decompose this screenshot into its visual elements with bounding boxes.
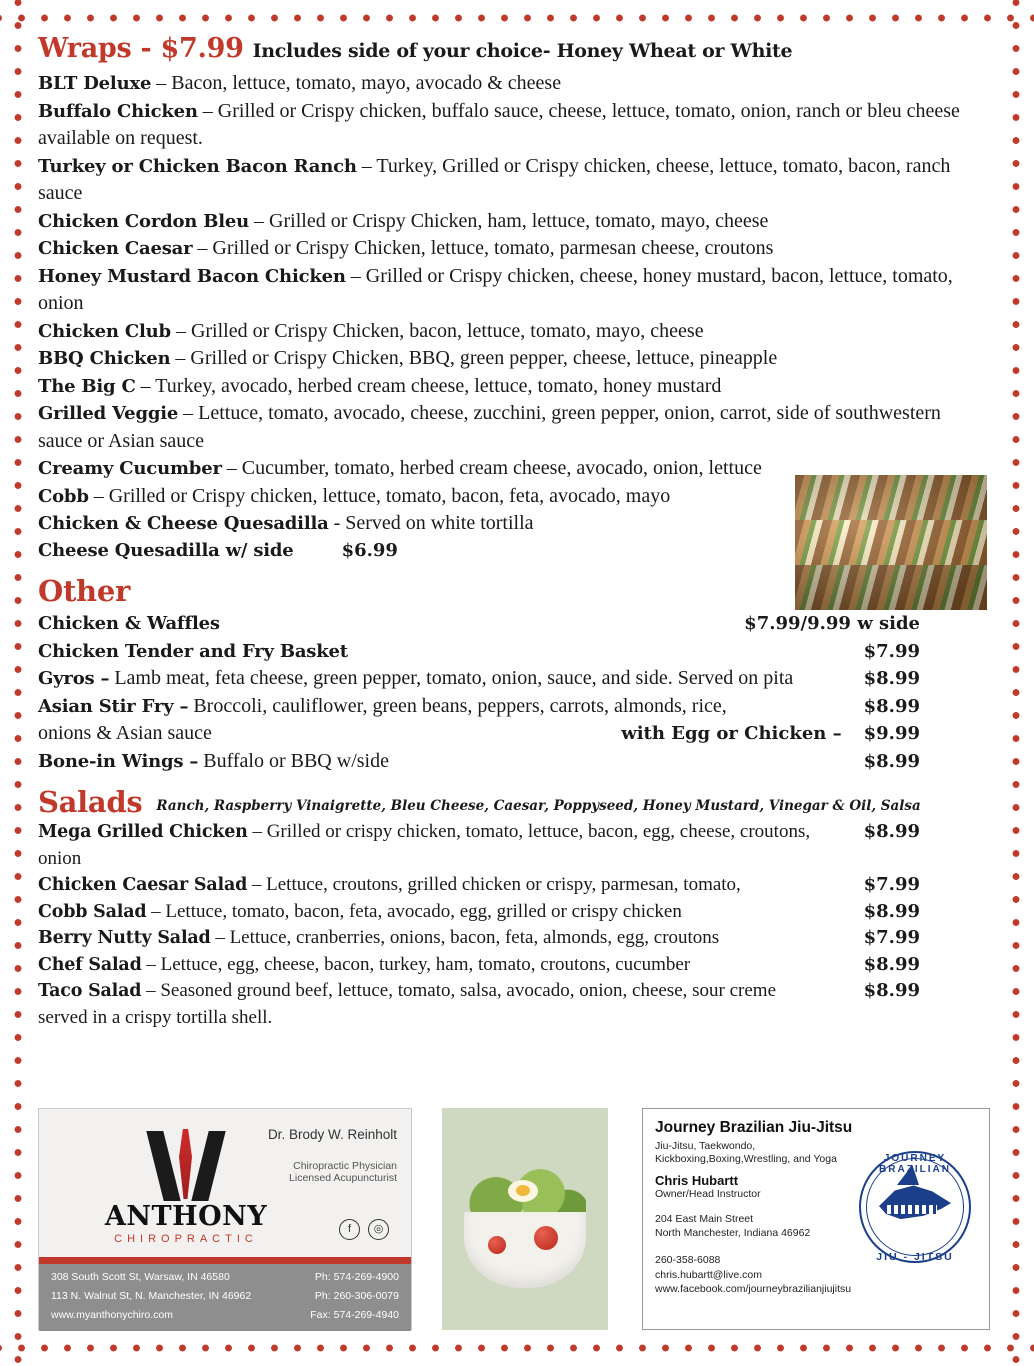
jj-phone[interactable]: 260-358-6088 [655, 1254, 721, 1266]
accent-bar [39, 1257, 411, 1264]
page-border-left [12, 0, 24, 1366]
item-desc: – Grilled or Crispy Chicken, ham, lettuce, tomato, mayo, cheese [249, 209, 769, 232]
item-name: Chicken Caesar [38, 238, 193, 259]
jj-disciplines-2: Kickboxing,Boxing,Wrestling, and Yoga [655, 1153, 837, 1165]
menu-item [38, 638, 920, 666]
shark-teeth-icon [887, 1205, 937, 1214]
item-desc-continued: served in a crispy tortilla shell. [38, 1006, 273, 1028]
menu-item [38, 373, 986, 401]
taco-salad-second-line [38, 1005, 986, 1032]
page-border-right [1010, 0, 1022, 1366]
item-desc: - Served on white tortilla [328, 512, 534, 534]
menu-item-cheese-quesadilla [38, 538, 798, 565]
item-desc: – Grilled or Crispy Chicken, bacon, lettuce, tomato, mayo, cheese [170, 319, 704, 342]
doctor-credential-2: Licensed Acupuncturist [289, 1172, 397, 1184]
item-name: Creamy Cucumber [38, 458, 222, 479]
item-name: Chef Salad [38, 954, 142, 975]
ad-anthony-chiropractic[interactable] [38, 1108, 412, 1330]
item-name: Chicken Tender and Fry Basket [38, 640, 348, 662]
menu-item [38, 263, 986, 318]
logo-top-text: JOURNEY BRAZILIAN [879, 1153, 951, 1175]
jj-email[interactable]: chris.hubartt@live.com [655, 1268, 762, 1281]
item-desc-continued: onions & Asian sauce [38, 722, 212, 744]
jj-owner-name: Chris Hubartt [655, 1173, 739, 1188]
item-name: Cobb Salad [38, 901, 147, 922]
item-name: Bone-in Wings – [38, 750, 199, 772]
item-price: $8.99 [863, 980, 920, 1001]
wraps-title: Wraps - [38, 33, 161, 64]
addon-price: $9.99 [863, 723, 920, 744]
ad-journey-brazilian-jiujitsu[interactable] [642, 1108, 990, 1330]
item-desc: – Grilled or Crispy Chicken, lettuce, tomato, parmesan cheese, croutons [192, 237, 774, 259]
item-desc: – Lettuce, tomato, bacon, feta, avocado, egg, grilled or crispy chicken [146, 900, 682, 922]
menu-item [38, 400, 986, 455]
item-name: Cheese Quesadilla w/ side [38, 539, 294, 561]
anthony-phone-1: Ph: 574-269-4900 [314, 1271, 399, 1283]
item-desc: – Grilled or Crispy chicken, lettuce, tomato, bacon, feta, avocado, mayo [88, 484, 671, 507]
page-border-top [0, 12, 1034, 24]
item-desc: – Lettuce, tomato, avocado, cheese, zucchini, green pepper, onion, carrot, side of southwestern sauce or Asian sauce [38, 402, 941, 452]
jj-facebook-url[interactable]: www.facebook.com/journeybrazilianjiujitsu [655, 1283, 852, 1295]
item-desc: – Seasoned ground beef, lettuce, tomato, salsa, avocado, onion, cheese, sour creme [141, 980, 777, 1001]
item-name: Asian Stir Fry – [38, 695, 189, 717]
anthony-phone-2: Ph: 260-306-0079 [314, 1290, 399, 1302]
item-name: Taco Salad [38, 981, 142, 1001]
item-desc: – Lettuce, egg, cheese, bacon, turkey, ham, tomato, croutons, cucumber [141, 953, 691, 975]
addon-label: with Egg or Chicken – [621, 723, 842, 744]
advertisement-row [38, 1108, 990, 1333]
jj-address-line-2: North Manchester, Indiana 46962 [655, 1227, 811, 1239]
doctor-name: Dr. Brody W. Reinholt [267, 1127, 397, 1142]
shark-logo [851, 1143, 979, 1271]
anthony-tagline: CHIROPRACTIC [114, 1233, 258, 1245]
item-desc: – Lettuce, cranberries, onions, bacon, feta, almonds, egg, croutons [210, 927, 720, 948]
menu-item [38, 98, 986, 153]
other-section-heading: Other [38, 574, 130, 608]
menu-item [38, 235, 986, 263]
item-name: BBQ Chicken [38, 348, 171, 369]
menu-item [38, 952, 920, 979]
item-name: Berry Nutty Salad [38, 928, 211, 948]
item-name: Buffalo Chicken [38, 100, 198, 122]
item-desc: – Grilled or Crispy chicken, buffalo sauce, cheese, lettuce, tomato, onion, ranch or bleu cheese available on request. [38, 99, 960, 149]
jj-title: Journey Brazilian Jiu-Jitsu [655, 1119, 853, 1136]
menu-item [38, 70, 986, 98]
item-name: Chicken Club [38, 320, 171, 342]
anthony-address-1: 308 South Scott St, Warsaw, IN 46580 [51, 1271, 230, 1283]
wrap-sandwich-photo [795, 475, 987, 610]
item-price: $8.99 [863, 953, 920, 975]
menu-item [38, 819, 920, 872]
menu-item [38, 748, 920, 776]
item-name: Cobb [38, 485, 89, 507]
item-desc: – Turkey, avocado, herbed cream cheese, lettuce, tomato, honey mustard [135, 374, 722, 397]
item-desc: – Bacon, lettuce, tomato, mayo, avocado & cheese [151, 72, 562, 94]
spine-icon [143, 1127, 229, 1201]
salad-photo [442, 1108, 608, 1330]
logo-bottom-text: JIU - JITSU [876, 1251, 954, 1263]
item-price: $7.99/9.99 w side [744, 613, 920, 634]
item-desc: – Grilled or Crispy Chicken, BBQ, green pepper, cheese, lettuce, pineapple [170, 347, 778, 369]
item-name: Chicken & Cheese Quesadilla [38, 513, 329, 534]
item-price: $8.99 [863, 821, 920, 842]
menu-item [38, 978, 920, 1005]
jj-address-line-1: 204 East Main Street [655, 1213, 754, 1225]
wraps-subtitle: Includes side of your choice- Honey Wheat or White [252, 40, 793, 62]
wraps-section-heading [38, 34, 986, 66]
item-desc: – Turkey, Grilled or Crispy chicken, cheese, lettuce, tomato, bacon, ranch sauce [38, 154, 951, 204]
item-name: Grilled Veggie [38, 403, 179, 424]
item-price: $6.99 [341, 539, 398, 561]
item-desc: – Lettuce, croutons, grilled chicken or crispy, parmesan, tomato, [247, 874, 741, 895]
instagram-icon[interactable]: ◎ [368, 1219, 389, 1240]
item-name: Chicken Caesar Salad [38, 875, 248, 895]
anthony-fax: Fax: 574-269-4940 [310, 1309, 399, 1321]
anthony-brand-name: ANTHONY [104, 1201, 268, 1232]
menu-item [38, 899, 920, 926]
menu-item [38, 455, 798, 483]
item-price: $8.99 [863, 750, 920, 772]
menu-item [38, 483, 798, 511]
menu-item [38, 318, 986, 346]
other-item-list [38, 610, 986, 775]
anthony-address-2: 113 N. Walnut St, N. Manchester, IN 46962 [51, 1290, 252, 1302]
anthony-contact-block [39, 1264, 411, 1331]
salads-title: Salads [38, 785, 143, 819]
item-name: Gyros – [38, 668, 110, 689]
item-desc: – Cucumber, tomato, herbed cream cheese, avocado, onion, lettuce [221, 457, 762, 479]
item-price: $7.99 [863, 640, 920, 662]
item-name: Turkey or Chicken Bacon Ranch [38, 155, 357, 177]
page-border-bottom [0, 1342, 1034, 1354]
item-name: Chicken Cordon Bleu [38, 210, 250, 232]
menu-item [38, 925, 920, 952]
salad-dressings-list: Ranch, Raspberry Vinaigrette, Bleu Cheese, Caesar, Poppyseed, Honey Mustard, Vinegar & Oil, Salsa [156, 798, 921, 814]
item-name: Chicken & Waffles [38, 613, 220, 634]
wraps-price: $7.99 [160, 33, 244, 64]
jj-owner-role: Owner/Head Instructor [655, 1188, 761, 1200]
salads-section-heading [38, 785, 986, 819]
item-desc: Buffalo or BBQ w/side [198, 749, 389, 772]
menu-item [38, 610, 920, 638]
anthony-website[interactable]: www.myanthonychiro.com [51, 1309, 173, 1321]
facebook-icon[interactable]: f [339, 1219, 360, 1240]
anthony-doctor-info [237, 1127, 397, 1184]
menu-item [38, 345, 986, 373]
item-desc: Lamb meat, feta cheese, green pepper, tomato, onion, sauce, and side. Served on pita [109, 667, 794, 689]
menu-item [38, 153, 986, 208]
item-desc: – Grilled or crispy chicken, tomato, lettuce, bacon, egg, cheese, croutons, onion [38, 821, 811, 869]
menu-item [38, 872, 920, 899]
doctor-credential-1: Chiropractic Physician [293, 1160, 397, 1172]
item-price: $8.99 [863, 695, 920, 717]
stir-fry-addon-row [38, 720, 920, 748]
menu-item [38, 208, 986, 236]
item-name: Honey Mustard Bacon Chicken [38, 265, 346, 287]
menu-item [38, 693, 920, 721]
item-desc: Broccoli, cauliflower, green beans, peppers, carrots, almonds, rice, [188, 694, 727, 717]
menu-item [38, 665, 920, 693]
item-name: The Big C [38, 375, 136, 397]
item-desc: – Grilled or Crispy chicken, cheese, honey mustard, bacon, lettuce, tomato, onion [38, 264, 953, 314]
item-price: $7.99 [863, 874, 920, 895]
jj-disciplines-1: Jiu-Jitsu, Taekwondo, [655, 1140, 756, 1152]
item-price: $8.99 [863, 668, 920, 689]
item-name: Mega Grilled Chicken [38, 822, 248, 842]
menu-item [38, 510, 798, 538]
salads-item-list [38, 819, 986, 1031]
item-price: $7.99 [863, 927, 920, 948]
item-price: $8.99 [863, 900, 920, 922]
item-name: BLT Deluxe [38, 73, 152, 94]
social-icons[interactable] [339, 1219, 389, 1240]
